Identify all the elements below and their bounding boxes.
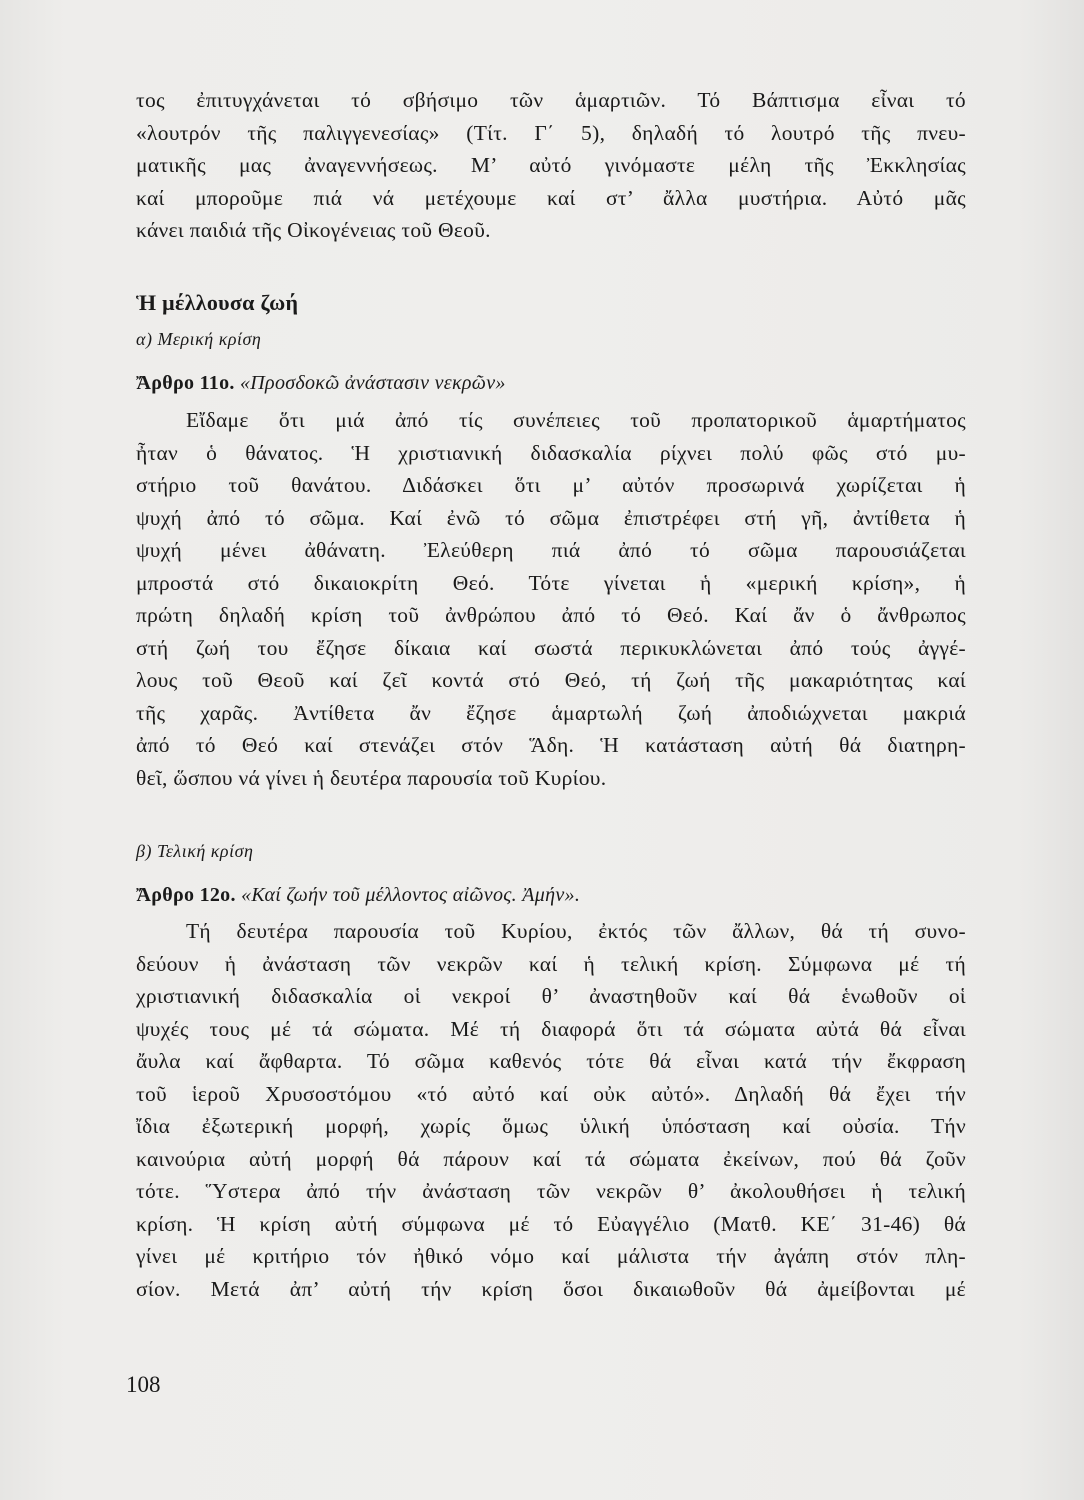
top-paragraph bbox=[136, 84, 966, 247]
text-line: στή ζωή του ἔζησε δίκαια καί σωστά περικυκλώνεται ἀπό τούς ἀγγέ- bbox=[136, 635, 966, 660]
text-line: ἦταν ὁ θάνατος. Ἡ χριστιανική διδασκαλία ρίχνει πολύ φῶς στό μυ- bbox=[136, 440, 966, 465]
text-line: ματικῆς μας ἀναγεννήσεως. Μ’ αὐτό γινόμαστε μέλη τῆς Ἐκκλησίας bbox=[136, 153, 966, 177]
article-11-quote: «Προσδοκῶ ἀνάστασιν νεκρῶν» bbox=[240, 372, 506, 394]
text-line: λους τοῦ Θεοῦ καί ζεῖ κοντά στό Θεό, τή ζωή τῆς μακαριότητας καί bbox=[136, 668, 966, 692]
text-line: κρίση. Ἡ κρίση αὐτή σύμφωνα μέ τό Εὐαγγέλιο (Ματθ. ΚΕ΄ 31-46) θά bbox=[136, 1211, 966, 1236]
text-line: «λουτρόν τῆς παλιγγενεσίας» (Τίτ. Γ΄ 5), δηλαδή τό λουτρό τῆς πνευ- bbox=[136, 120, 966, 145]
section-heading: Ἡ μέλλουσα ζωή bbox=[136, 290, 299, 315]
article-11-paragraph bbox=[136, 404, 966, 794]
text-line: Τή δευτέρα παρουσία τοῦ Κυρίου, ἐκτός τῶν ἄλλων, θά τή συνο- bbox=[186, 919, 966, 943]
article-12-number: Ἄρθρο 12ο. bbox=[136, 884, 236, 906]
text-line: τοῦ ἱεροῦ Χρυσοστόμου «τό αὐτό καί οὐκ αὐτό». Δηλαδή θά ἔχει τήν bbox=[136, 1081, 966, 1106]
text-line: ψυχές τους μέ τά σώματα. Μέ τή διαφορά ὅτι τά σώματα αὐτά θά εἶναι bbox=[136, 1016, 966, 1041]
text-line: γίνει μέ κριτήριο τόν ἠθικό νόμο καί μάλιστα τήν ἀγάπη στόν πλη- bbox=[136, 1244, 966, 1268]
text-line: καινούρια αὐτή μορφή θά πάρουν καί τά σώματα ἐκείνων, πού θά ζοῦν bbox=[136, 1146, 966, 1171]
text-line: μπροστά στό δικαιοκρίτη Θεό. Τότε γίνεται ἡ «μερική κρίση», ἡ bbox=[136, 570, 966, 595]
subsection-heading-a: α) Μερική κρίση bbox=[136, 329, 262, 349]
text-line: χριστιανική διδασκαλία οἱ νεκροί θ’ ἀναστηθοῦν καί θά ἑνωθοῦν οἱ bbox=[136, 984, 966, 1008]
text-line: ψυχή μένει ἀθάνατη. Ἐλεύθερη πιά ἀπό τό σῶμα παρουσιάζεται bbox=[136, 538, 966, 562]
text-line: στήριο τοῦ θανάτου. Διδάσκει ὅτι μ’ αὐτόν προσωρινά χωρίζεται ἡ bbox=[136, 473, 966, 497]
text-line: πρώτη δηλαδή κρίση τοῦ ἀνθρώπου ἀπό τό Θεό. Καί ἄν ὁ ἄνθρωπος bbox=[136, 603, 966, 627]
text-line: ἄυλα καί ἄφθαρτα. Τό σῶμα καθενός τότε θά εἶναι κατά τήν ἔκφραση bbox=[136, 1049, 966, 1073]
text-line: Εἴδαμε ὅτι μιά ἀπό τίς συνέπειες τοῦ προπατορικοῦ ἁμαρτήματος bbox=[186, 408, 966, 432]
article-12-quote: «Καί ζωήν τοῦ μέλλοντος αἰῶνος. Ἀμήν». bbox=[241, 884, 581, 906]
text-line: δεύουν ἡ ἀνάσταση τῶν νεκρῶν καί ἡ τελική κρίση. Σύμφωνα μέ τή bbox=[136, 951, 966, 976]
article-11-title bbox=[136, 368, 966, 398]
text-line: ψυχή ἀπό τό σῶμα. Καί ἐνῶ τό σῶμα ἐπιστρέφει στή γῆ, ἀντίθετα ἡ bbox=[136, 505, 966, 530]
text-line: τῆς χαρᾶς. Ἀντίθετα ἄν ἔζησε ἁμαρτωλή ζωή ἀποδιώχνεται μακριά bbox=[136, 700, 966, 725]
text-line: ἴδια ἐξωτερική μορφή, χωρίς ὅμως ὑλική ὑπόσταση καί οὐσία. Τήν bbox=[136, 1114, 966, 1138]
article-11-number: Ἄρθρο 11ο. bbox=[136, 372, 235, 394]
text-line: κάνει παιδιά τῆς Οἰκογένειας τοῦ Θεοῦ. bbox=[136, 218, 491, 242]
text-line: τος ἐπιτυγχάνεται τό σβήσιμο τῶν ἁμαρτιῶν. Τό Βάπτισμα εἶναι τό bbox=[136, 88, 966, 112]
text-line: θεῖ, ὥσπου νά γίνει ἡ δευτέρα παρουσία τοῦ Κυρίου. bbox=[136, 765, 607, 790]
text-line: ἀπό τό Θεό καί στενάζει στόν Ἅδη. Ἡ κατάσταση αὐτή θά διατηρη- bbox=[136, 733, 966, 757]
article-12-title bbox=[136, 880, 966, 910]
text-line: καί μποροῦμε πιά νά μετέχουμε καί στ’ ἄλλα μυστήρια. Αὐτό μᾶς bbox=[136, 185, 966, 210]
page-number: 108 bbox=[126, 1372, 161, 1397]
article-12-paragraph bbox=[136, 915, 966, 1305]
subsection-heading-b: β) Τελική κρίση bbox=[136, 841, 254, 861]
text-line: τότε. Ὕστερα ἀπό τήν ἀνάσταση τῶν νεκρῶν θ’ ἀκολουθήσει ἡ τελική bbox=[136, 1179, 966, 1203]
text-line: σίον. Μετά ἀπ’ αὐτή τήν κρίση ὅσοι δικαιωθοῦν θά ἀμείβονται μέ bbox=[136, 1276, 966, 1301]
